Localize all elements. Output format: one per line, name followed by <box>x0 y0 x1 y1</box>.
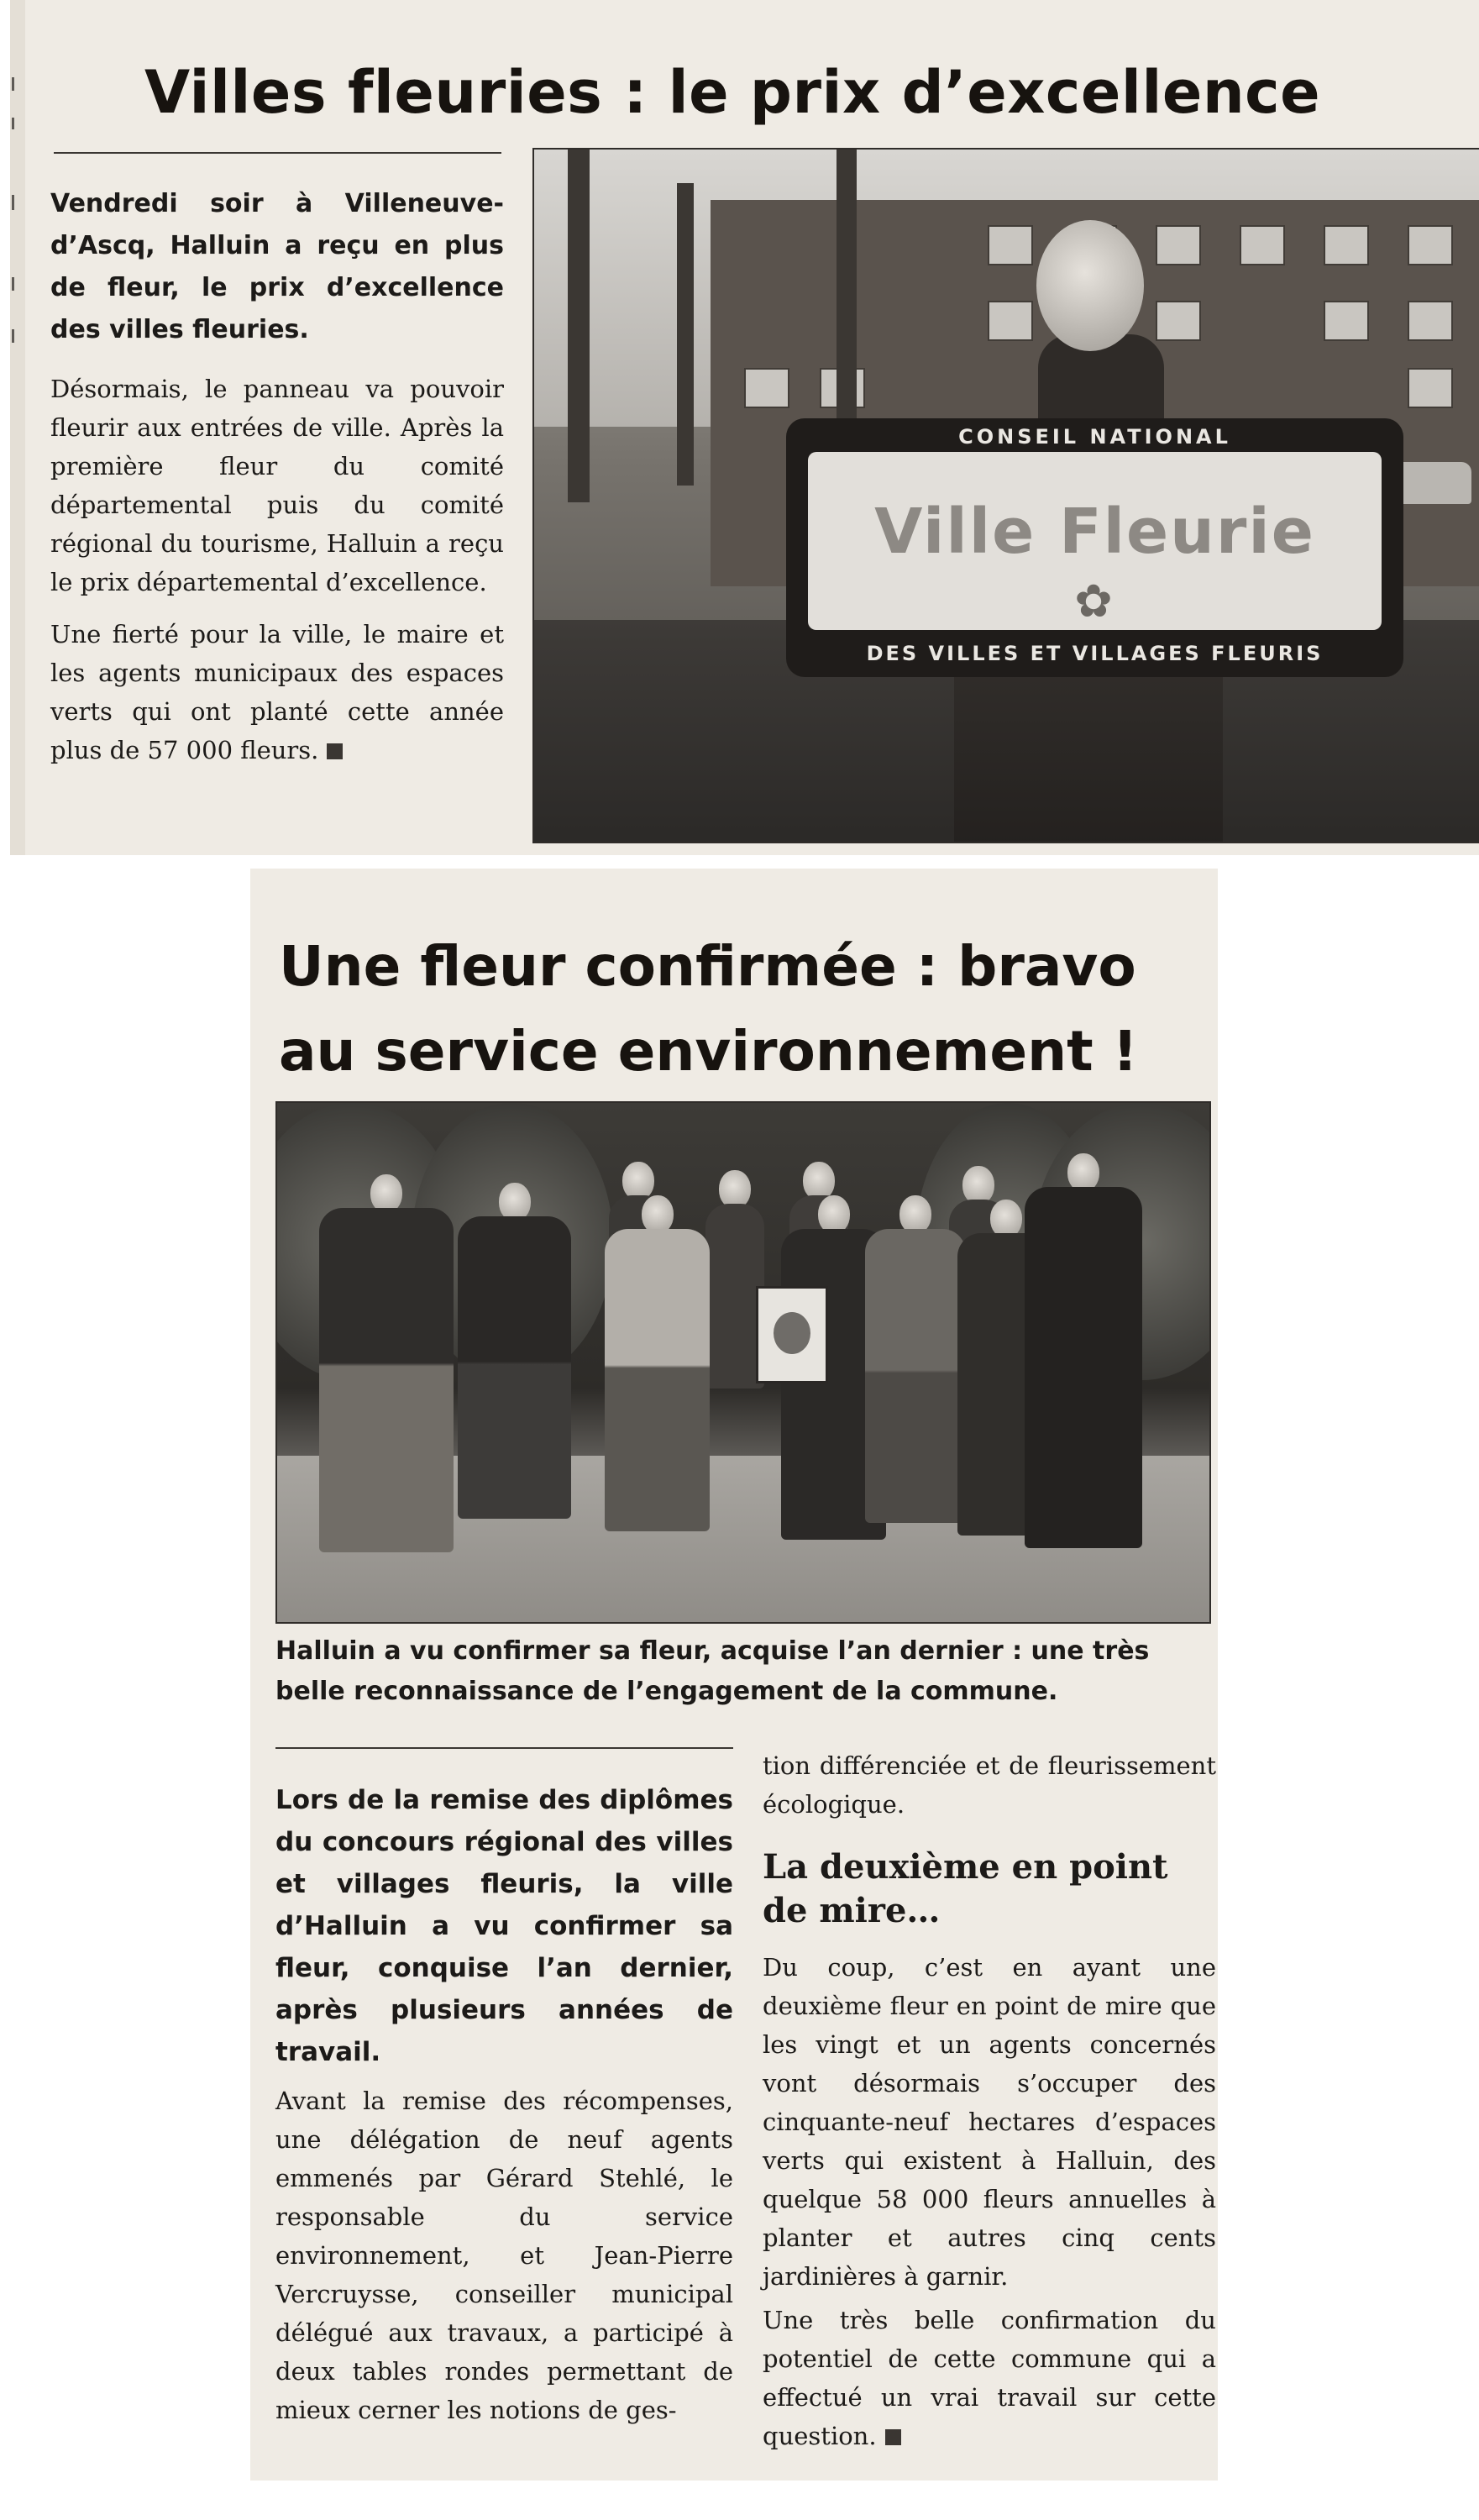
diploma <box>756 1286 828 1383</box>
body-text: Une très belle confirmation du potentiel de cette commune qui a effectué un vrai travail sur cette question. <box>763 2306 1216 2450</box>
divider <box>275 1747 733 1749</box>
right-column <box>763 1746 1216 2455</box>
end-mark-icon <box>327 743 343 759</box>
sign-bottom-text: DES VILLES ET VILLAGES FLEURIS <box>866 642 1324 665</box>
person-head <box>1036 220 1144 351</box>
edge-mark <box>12 118 14 129</box>
edge-mark <box>12 195 14 210</box>
sign-main-text: Ville Fleurie <box>874 496 1315 568</box>
sign-panel <box>808 452 1382 630</box>
sign-top-text: CONSEIL NATIONAL <box>958 425 1231 449</box>
body-paragraph-last <box>50 615 504 769</box>
person <box>865 1195 966 1523</box>
body-paragraph: Du coup, c’est en ayant une deuxième fleur en point de mire que les vingt et un agents concernés vont désormais s’occuper des cinquante-neuf hectares d’espaces verts qui existent à Halluin, des quelque 58 000 fleurs annuelles à planter et autres cinq cents jardinières à garnir. <box>763 1953 1216 2291</box>
edge-mark <box>12 329 14 343</box>
flower-icon: ✿ <box>1074 575 1113 627</box>
headline: Une fleur confirmée : bravo au service environnement ! <box>279 934 1138 1084</box>
ville-fleurie-sign <box>786 418 1403 677</box>
lead-paragraph: Vendredi soir à Villeneuve-d’Ascq, Halluin a reçu en plus de fleur, le prix d’excellence des villes fleuries. <box>50 189 504 344</box>
body-paragraph: Avant la remise des récompenses, une délégation de neuf agents emmenés par Gérard Stehlé, le responsable du service environnement, et Jean-Pierre Vercruysse, conseiller municipal délégué aux travaux, a participé à deux tables rondes permettant de mieux cerner les notions de ges- <box>275 2087 733 2424</box>
person <box>605 1195 710 1531</box>
photo-group-agents <box>275 1101 1211 1624</box>
body-paragraph-last <box>763 2301 1216 2455</box>
article-body <box>50 370 504 783</box>
tree <box>677 183 694 486</box>
body-paragraph-continued: tion différenciée et de fleurissement écologique. <box>763 1751 1216 1819</box>
body-paragraph: Désormais, le panneau va pouvoir fleurir aux entrées de ville. Après la première fleur du comité départemental puis du comité régional du tourisme, Halluin a reçu le prix départemental d’excellence. <box>50 375 504 596</box>
headline: Villes fleuries : le prix d’excellence <box>144 57 1321 127</box>
article-fleur-confirmee <box>250 869 1218 2481</box>
flower-emblem-icon <box>774 1312 810 1354</box>
article-villes-fleuries <box>10 0 1479 855</box>
photo-mayor-with-sign <box>532 148 1479 843</box>
photo-caption: Halluin a vu confirmer sa fleur, acquise l’an dernier : une très belle reconnaissance de l’engagement de la commune. <box>275 1636 1150 1706</box>
page-edge <box>10 0 25 855</box>
lead-paragraph: Lors de la remise des diplômes du concours régional des villes et villages fleuris, la ville d’Halluin a vu confirmer sa fleur, conquise l’an dernier, après plusieurs années de travail. <box>275 1785 733 2067</box>
edge-mark <box>12 77 14 91</box>
person <box>458 1183 571 1519</box>
end-mark-icon <box>885 2429 901 2445</box>
edge-mark <box>12 277 14 291</box>
tree <box>568 150 590 502</box>
divider <box>54 152 501 154</box>
tree <box>837 150 857 452</box>
person <box>1025 1153 1142 1548</box>
subheading: La deuxième en point de mire… <box>763 1847 1168 1930</box>
body-text: Une fierté pour la ville, le maire et les agents municipaux des espaces verts qui ont planté cette année plus de 57 000 fleurs. <box>50 620 504 764</box>
person <box>319 1174 454 1552</box>
